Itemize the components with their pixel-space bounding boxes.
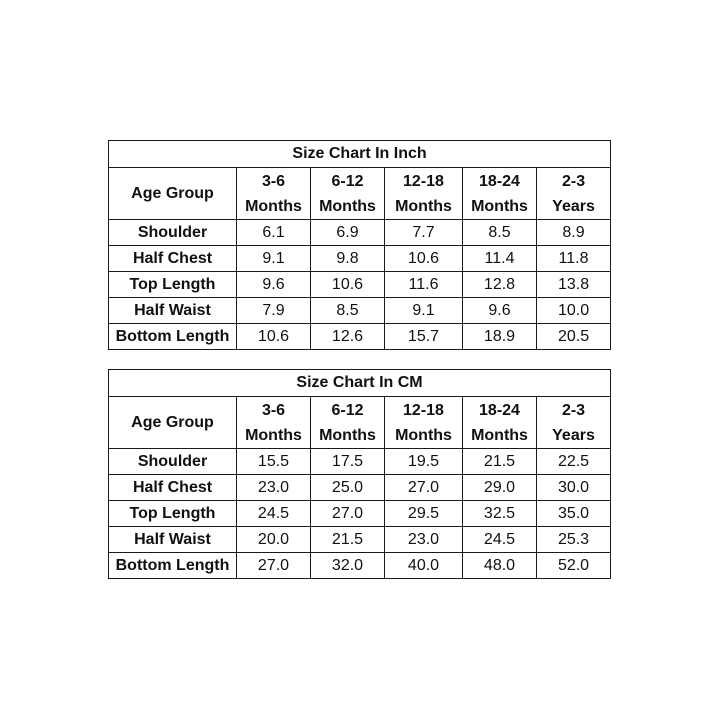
cell-value: 15.7	[385, 324, 463, 350]
cell-value: 21.5	[463, 449, 537, 475]
cell-value: 8.5	[463, 220, 537, 246]
column-header-range: 2-3	[561, 402, 586, 419]
cell-value: 6.1	[237, 220, 311, 246]
cell-value: 20.5	[537, 324, 611, 350]
row-label: Bottom Length	[109, 324, 237, 350]
column-header-unit: Months	[245, 198, 302, 215]
table-row	[109, 475, 611, 501]
cell-value: 11.4	[463, 246, 537, 272]
cell-value: 29.0	[463, 475, 537, 501]
table-row	[109, 324, 611, 350]
table-title: Size Chart In CM	[109, 370, 611, 397]
size-chart-cm-table	[108, 369, 611, 579]
column-header-unit: Years	[552, 427, 595, 444]
cell-value: 22.5	[537, 449, 611, 475]
column-header	[537, 397, 611, 449]
cell-value: 15.5	[237, 449, 311, 475]
cell-value: 7.9	[237, 298, 311, 324]
column-header-range: 3-6	[261, 402, 286, 419]
column-header-unit: Months	[395, 427, 452, 444]
cell-value: 10.6	[311, 272, 385, 298]
table-title-row	[109, 370, 611, 397]
cell-value: 8.9	[537, 220, 611, 246]
cell-value: 19.5	[385, 449, 463, 475]
cell-value: 30.0	[537, 475, 611, 501]
table-row	[109, 501, 611, 527]
column-header	[311, 397, 385, 449]
cell-value: 40.0	[385, 553, 463, 579]
table-row	[109, 553, 611, 579]
column-header-unit: Months	[395, 198, 452, 215]
cell-value: 52.0	[537, 553, 611, 579]
cell-value: 24.5	[237, 501, 311, 527]
cell-value: 12.6	[311, 324, 385, 350]
column-header-unit: Years	[552, 198, 595, 215]
column-header-range: 6-12	[331, 402, 364, 419]
row-label: Shoulder	[109, 220, 237, 246]
column-header-unit: Months	[471, 198, 528, 215]
cell-value: 23.0	[237, 475, 311, 501]
age-group-header: Age Group	[109, 397, 237, 449]
cell-value: 25.3	[537, 527, 611, 553]
row-label: Top Length	[109, 501, 237, 527]
table-row	[109, 449, 611, 475]
cell-value: 10.6	[385, 246, 463, 272]
row-label: Half Chest	[109, 475, 237, 501]
column-header	[311, 168, 385, 220]
header-row	[109, 168, 611, 220]
column-header-unit: Months	[471, 427, 528, 444]
column-header	[237, 397, 311, 449]
header-row	[109, 397, 611, 449]
cell-value: 23.0	[385, 527, 463, 553]
cell-value: 13.8	[537, 272, 611, 298]
table-row	[109, 298, 611, 324]
table-row	[109, 220, 611, 246]
table-row	[109, 272, 611, 298]
column-header-range: 18-24	[479, 402, 520, 419]
cell-value: 29.5	[385, 501, 463, 527]
cell-value: 11.6	[385, 272, 463, 298]
cell-value: 9.1	[385, 298, 463, 324]
cell-value: 6.9	[311, 220, 385, 246]
cell-value: 9.6	[463, 298, 537, 324]
column-header-range: 18-24	[479, 173, 520, 190]
column-header	[463, 168, 537, 220]
cell-value: 24.5	[463, 527, 537, 553]
cell-value: 27.0	[237, 553, 311, 579]
cell-value: 10.6	[237, 324, 311, 350]
row-label: Bottom Length	[109, 553, 237, 579]
cell-value: 8.5	[311, 298, 385, 324]
cell-value: 32.0	[311, 553, 385, 579]
cell-value: 48.0	[463, 553, 537, 579]
column-header	[385, 168, 463, 220]
cell-value: 9.6	[237, 272, 311, 298]
cell-value: 18.9	[463, 324, 537, 350]
cell-value: 12.8	[463, 272, 537, 298]
row-label: Half Waist	[109, 298, 237, 324]
column-header-range: 6-12	[331, 173, 364, 190]
cell-value: 25.0	[311, 475, 385, 501]
table-title-row	[109, 141, 611, 168]
cell-value: 20.0	[237, 527, 311, 553]
cell-value: 7.7	[385, 220, 463, 246]
table-title: Size Chart In Inch	[109, 141, 611, 168]
row-label: Top Length	[109, 272, 237, 298]
column-header-unit: Months	[319, 427, 376, 444]
cell-value: 35.0	[537, 501, 611, 527]
cell-value: 10.0	[537, 298, 611, 324]
age-group-header: Age Group	[109, 168, 237, 220]
column-header-unit: Months	[245, 427, 302, 444]
table-row	[109, 246, 611, 272]
column-header-range: 12-18	[403, 402, 444, 419]
cell-value: 9.1	[237, 246, 311, 272]
column-header	[537, 168, 611, 220]
cell-value: 32.5	[463, 501, 537, 527]
cell-value: 9.8	[311, 246, 385, 272]
column-header	[463, 397, 537, 449]
column-header-range: 3-6	[261, 173, 286, 190]
column-header	[385, 397, 463, 449]
cell-value: 27.0	[385, 475, 463, 501]
column-header-range: 12-18	[403, 173, 444, 190]
cell-value: 21.5	[311, 527, 385, 553]
size-chart-inch-table	[108, 140, 611, 350]
table-row	[109, 527, 611, 553]
column-header-unit: Months	[319, 198, 376, 215]
row-label: Half Chest	[109, 246, 237, 272]
cell-value: 11.8	[537, 246, 611, 272]
column-header-range: 2-3	[561, 173, 586, 190]
cell-value: 17.5	[311, 449, 385, 475]
row-label: Shoulder	[109, 449, 237, 475]
row-label: Half Waist	[109, 527, 237, 553]
cell-value: 27.0	[311, 501, 385, 527]
column-header	[237, 168, 311, 220]
